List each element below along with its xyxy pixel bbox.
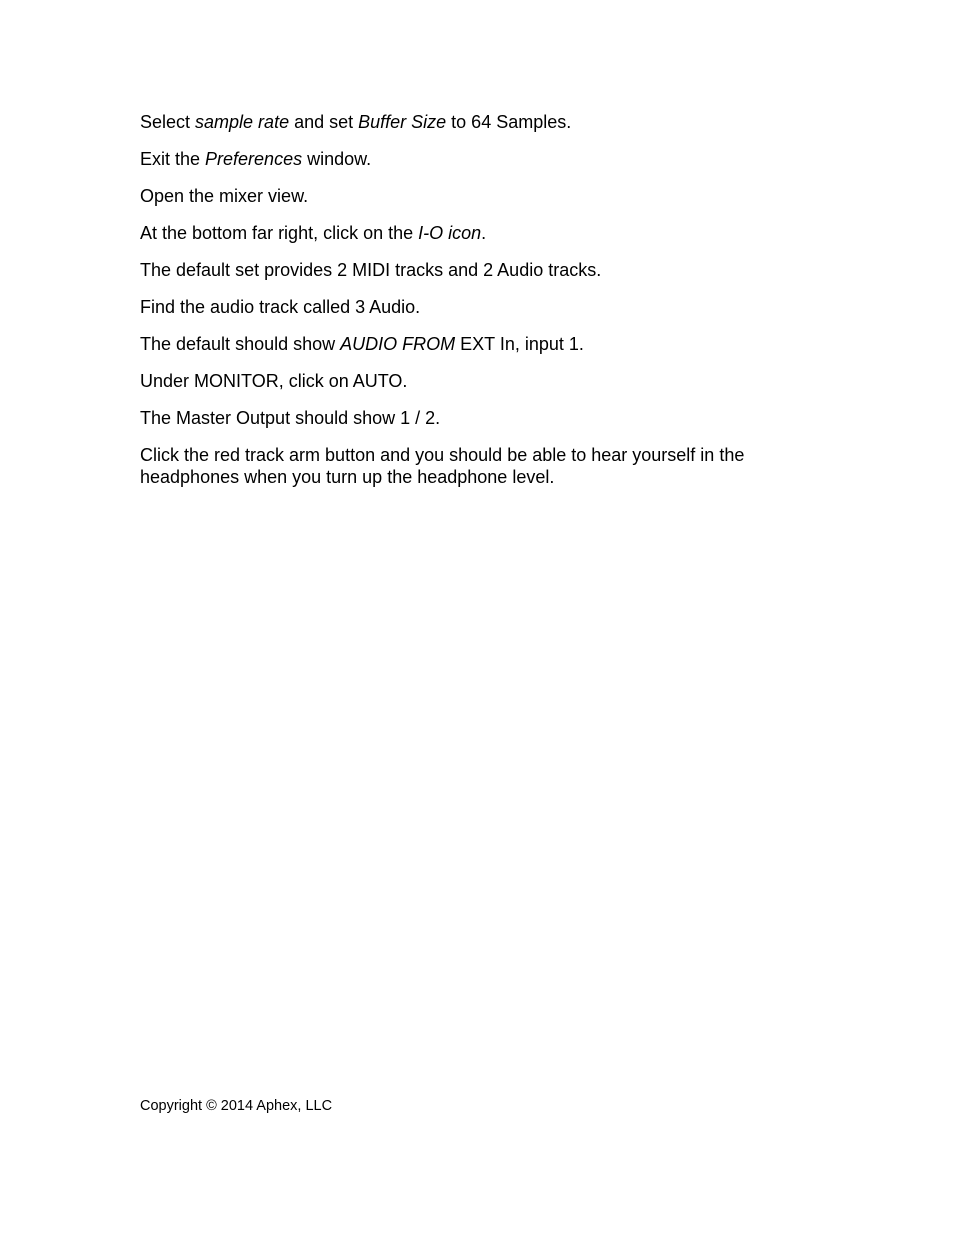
instruction-paragraph xyxy=(140,185,800,207)
instruction-paragraph xyxy=(140,259,800,281)
text-run: window. xyxy=(302,149,372,169)
text-run: Find the audio track called 3 Audio. xyxy=(140,297,421,317)
text-run: Exit the xyxy=(140,149,206,169)
text-run: Open the mixer view. xyxy=(140,186,309,206)
instruction-paragraph xyxy=(140,407,800,429)
text-run: Under MONITOR, click on AUTO. xyxy=(140,371,408,391)
text-run: The default should show xyxy=(140,334,341,354)
instruction-paragraph xyxy=(140,148,800,170)
instruction-paragraph xyxy=(140,370,800,392)
text-run: to 64 Samples. xyxy=(446,112,572,132)
text-run-italic: Buffer Size xyxy=(358,112,447,132)
text-run: . xyxy=(481,223,487,243)
text-run: Select xyxy=(140,112,196,132)
text-run: Click the red track arm button and you should be able to hear yourself in the headphones when you turn up the headphone level. xyxy=(140,445,745,487)
text-run: The Master Output should show 1 / 2. xyxy=(140,408,441,428)
text-run: EXT In, input 1. xyxy=(455,334,584,354)
text-run: and set xyxy=(289,112,359,132)
text-run: At the bottom far right, click on the xyxy=(140,223,419,243)
instructions-body xyxy=(140,111,800,503)
instruction-paragraph xyxy=(140,333,800,355)
instruction-paragraph xyxy=(140,111,800,133)
text-run: The default set provides 2 MIDI tracks and 2 Audio tracks. xyxy=(140,260,602,280)
text-run-italic: AUDIO FROM xyxy=(340,334,456,354)
instruction-paragraph xyxy=(140,222,800,244)
text-run-italic: I-O icon xyxy=(418,223,482,243)
text-run-italic: sample rate xyxy=(195,112,290,132)
instruction-paragraph xyxy=(140,296,800,318)
copyright-footer: Copyright © 2014 Aphex, LLC xyxy=(140,1098,333,1114)
text-run-italic: Preferences xyxy=(205,149,303,169)
instruction-paragraph xyxy=(140,444,800,488)
